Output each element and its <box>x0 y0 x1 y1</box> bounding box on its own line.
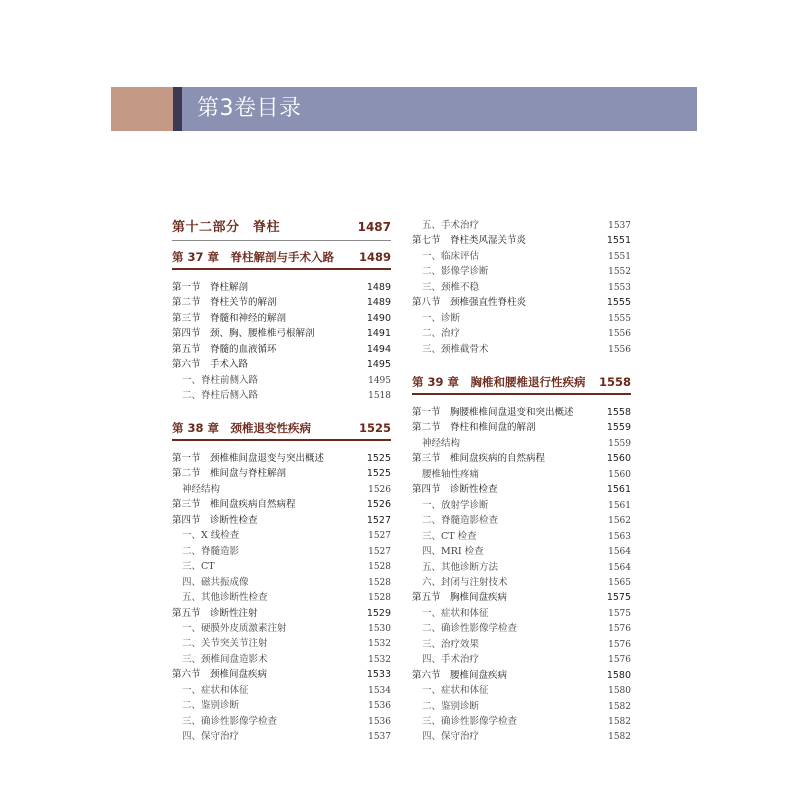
toc-subsection-entry <box>412 714 631 729</box>
entry-page: 1580 <box>608 686 631 697</box>
entry-title: 第五节 脊髓的血液循环 <box>172 343 277 355</box>
entry-title: 六、封闭与注射技术 <box>422 576 508 588</box>
toc-section-entry <box>412 233 631 248</box>
entry-title: 三、CT 检查 <box>422 530 477 542</box>
toc-subsection-entry <box>412 498 631 513</box>
entry-page: 1582 <box>608 701 631 712</box>
entry-page: 1563 <box>608 531 631 542</box>
toc-section-entry <box>172 513 391 528</box>
entry-title: 第六节 腰椎间盘疾病 <box>412 669 508 681</box>
toc-subsection-entry <box>412 249 631 264</box>
entry-title: 第四节 诊断性检查 <box>412 484 498 496</box>
toc-section-entry <box>172 466 391 481</box>
entry-page: 1536 <box>368 701 391 712</box>
entry-title: 一、临床评估 <box>422 250 480 262</box>
toc-subsection-entry <box>172 652 391 667</box>
entry-page: 1580 <box>606 669 631 681</box>
toc-subsection-entry <box>172 559 391 574</box>
entry-title: 二、鉴别诊断 <box>182 700 240 712</box>
toc-subsection-entry <box>172 729 391 744</box>
entry-page: 1526 <box>368 484 391 495</box>
toc-section-entry <box>172 497 391 512</box>
entry-title: 一、症状和体征 <box>182 684 249 696</box>
part-rule <box>172 240 391 241</box>
chapter-rule <box>172 268 391 270</box>
toc-subsection-entry <box>412 544 631 559</box>
toc-section-entry <box>172 280 391 295</box>
entry-title: 四、手术治疗 <box>422 654 480 666</box>
entry-title: 第一节 颈椎椎间盘退变与突出概述 <box>172 453 325 464</box>
entry-page: 1518 <box>368 391 391 402</box>
entry-page: 1494 <box>366 343 391 355</box>
part-title: 第十二部分 脊柱 <box>172 220 281 235</box>
toc-subsection-entry <box>412 621 631 636</box>
entry-page: 1582 <box>608 732 631 743</box>
entry-title: 四、保守治疗 <box>422 731 480 743</box>
entry-title: 第六节 颈椎间盘疾病 <box>172 669 268 681</box>
toc-subsection-entry <box>412 699 631 714</box>
toc-subsection-entry <box>172 714 391 729</box>
entry-title: 神经结构 <box>182 483 221 495</box>
entry-page: 1527 <box>368 546 391 557</box>
entry-page: 1530 <box>368 623 391 634</box>
entry-title: 三、确诊性影像学检查 <box>182 715 278 727</box>
toc-subsection-entry <box>172 575 391 590</box>
entry-page: 1491 <box>366 328 391 340</box>
toc-subsection-entry <box>412 467 631 482</box>
chapter-title: 第 37 章 脊柱解剖与手术入路 <box>172 250 335 264</box>
toc-subsection-entry <box>412 529 631 544</box>
toc-subsection-entry <box>412 683 631 698</box>
toc-subsection-entry <box>412 311 631 326</box>
toc-subsection-entry <box>412 436 631 451</box>
entry-page: 1532 <box>368 654 391 665</box>
entry-page: 1536 <box>368 716 391 727</box>
chapter-rule <box>172 439 391 441</box>
entry-title: 三、颈椎截骨术 <box>422 343 489 355</box>
entry-title: 第八节 颈椎强直性脊柱炎 <box>412 297 527 309</box>
entry-title: 三、治疗效果 <box>422 638 480 650</box>
entry-page: 1562 <box>608 516 631 527</box>
toc-subsection-entry <box>412 652 631 667</box>
entry-title: 一、放射学诊断 <box>422 499 489 511</box>
entry-page: 1495 <box>368 375 391 386</box>
entry-page: 1534 <box>368 685 391 696</box>
entry-title: 第四节 诊断性检查 <box>172 514 258 526</box>
toc-subsection-entry <box>412 637 631 652</box>
entry-title: 三、颈椎间盘造影术 <box>182 653 268 665</box>
entry-title: 四、保守治疗 <box>182 731 240 743</box>
chapter-page: 1489 <box>358 250 391 264</box>
entry-title: 二、脊柱后侧入路 <box>182 390 259 402</box>
chapter-title: 第 39 章 胸椎和腰椎退行性疾病 <box>412 375 586 389</box>
entry-title: 一、脊柱前侧入路 <box>182 374 259 386</box>
entry-page: 1552 <box>608 267 631 278</box>
entry-page: 1527 <box>366 514 391 526</box>
entry-page: 1490 <box>366 312 391 324</box>
chapter-heading <box>412 373 631 391</box>
toc-subsection-entry <box>412 264 631 279</box>
entry-title: 三、CT <box>182 561 215 573</box>
entry-page: 1559 <box>608 438 631 449</box>
entry-page: 1532 <box>368 639 391 650</box>
toc-subsection-entry <box>172 528 391 543</box>
entry-page: 1561 <box>606 484 631 496</box>
toc-section-entry <box>412 420 631 435</box>
entry-title: 第一节 胸腰椎椎间盘退变和突出概述 <box>412 407 574 418</box>
entry-page: 1528 <box>368 593 391 604</box>
toc-subsection-entry <box>412 513 631 528</box>
entry-title: 五、其他诊断性检查 <box>182 592 268 604</box>
entry-page: 1575 <box>608 608 631 619</box>
entry-title: 第二节 脊柱和椎间盘的解剖 <box>412 422 536 434</box>
toc-subsection-entry <box>412 560 631 575</box>
toc-subsection-entry <box>412 729 631 744</box>
toc-section-entry <box>172 342 391 357</box>
entry-title: 第三节 椎间盘疾病自然病程 <box>172 499 296 511</box>
entry-page: 1556 <box>608 344 631 355</box>
entry-page: 1533 <box>366 669 391 681</box>
chapter-rule <box>412 393 631 395</box>
entry-page: 1556 <box>608 329 631 340</box>
entry-page: 1527 <box>368 531 391 542</box>
entry-title: 三、颈椎不稳 <box>422 281 480 293</box>
toc-section-entry <box>172 326 391 341</box>
toc-subsection-entry <box>172 698 391 713</box>
toc-subsection-entry <box>412 280 631 295</box>
toc-subsection-entry <box>172 373 391 388</box>
toc-subsection-entry <box>172 590 391 605</box>
toc-section-entry <box>172 311 391 326</box>
entry-title: 一、X 线检查 <box>182 530 240 542</box>
entry-title: 二、鉴别诊断 <box>422 700 480 712</box>
entry-title: 一、硬膜外皮质激素注射 <box>182 622 287 634</box>
toc-subsection-entry <box>172 482 391 497</box>
part-heading <box>172 218 391 236</box>
entry-title: 第六节 手术入路 <box>172 359 249 371</box>
entry-page: 1582 <box>608 717 631 727</box>
chapter-page: 1525 <box>358 421 391 435</box>
toc-subsection-entry <box>172 621 391 636</box>
entry-title: 二、确诊性影像学检查 <box>422 623 518 635</box>
toc-section-entry <box>412 451 631 466</box>
entry-title: 第五节 胸椎间盘疾病 <box>412 592 508 604</box>
entry-title: 一、症状和体征 <box>422 607 489 619</box>
entry-page: 1575 <box>606 592 631 604</box>
entry-title: 第四节 颈、胸、腰椎椎弓根解剖 <box>172 328 315 340</box>
entry-title: 第三节 脊髓和神经的解剖 <box>172 312 287 324</box>
toc-subsection-entry <box>172 636 391 651</box>
entry-page: 1560 <box>606 453 631 465</box>
toc-section-entry <box>172 357 391 372</box>
entry-title: 五、其他诊断方法 <box>422 561 499 573</box>
entry-page: 1559 <box>606 422 631 434</box>
entry-page: 1555 <box>606 297 631 309</box>
toc-section-entry <box>412 590 631 605</box>
entry-page: 1537 <box>368 732 391 743</box>
toc-section-entry <box>412 482 631 497</box>
chapter-heading <box>172 419 391 437</box>
part-page: 1487 <box>357 220 391 234</box>
entry-page: 1525 <box>366 453 391 464</box>
toc-section-entry <box>412 405 631 420</box>
toc-subsection-entry <box>412 606 631 621</box>
toc-section-entry <box>172 451 391 466</box>
entry-page: 1551 <box>606 235 631 247</box>
toc-subsection-entry <box>412 575 631 590</box>
toc-subsection-entry <box>412 342 631 357</box>
entry-page: 1561 <box>608 500 631 511</box>
chapter-page: 1558 <box>598 375 631 389</box>
entry-title: 二、关节突关节注射 <box>182 638 268 650</box>
toc-subsection-entry <box>172 683 391 698</box>
toc-section-entry <box>412 668 631 683</box>
entry-page: 1565 <box>608 577 631 588</box>
entry-title: 第二节 脊柱关节的解剖 <box>172 297 277 309</box>
page-title: 第3卷目录 <box>197 96 302 121</box>
entry-page: 1526 <box>366 499 391 511</box>
toc-section-entry <box>172 295 391 310</box>
entry-page: 1551 <box>608 251 631 262</box>
entry-page: 1576 <box>608 655 631 666</box>
entry-page: 1495 <box>366 359 391 371</box>
entry-title: 三、确诊性影像学检查 <box>422 716 518 727</box>
entry-title: 五、手术治疗 <box>422 220 480 231</box>
entry-title: 一、诊断 <box>422 312 461 324</box>
entry-title: 四、MRI 检查 <box>422 546 484 558</box>
entry-title: 腰椎轴性疼痛 <box>422 468 480 480</box>
entry-page: 1528 <box>368 577 391 588</box>
entry-title: 二、脊髓造影 <box>182 545 240 557</box>
toc-subsection-entry <box>172 388 391 403</box>
entry-title: 第七节 脊柱类风湿关节炎 <box>412 235 527 247</box>
entry-title: 第五节 诊断性注射 <box>172 607 258 619</box>
toc-section-entry <box>172 606 391 621</box>
entry-title: 第三节 椎间盘疾病的自然病程 <box>412 453 546 465</box>
toc-section-entry <box>412 295 631 310</box>
entry-page: 1489 <box>366 282 391 293</box>
entry-page: 1564 <box>608 562 631 573</box>
entry-title: 二、治疗 <box>422 328 461 340</box>
banner-accent-block <box>111 87 173 131</box>
entry-title: 一、症状和体征 <box>422 685 489 697</box>
entry-title: 四、磁共振成像 <box>182 576 249 588</box>
entry-page: 1555 <box>608 313 631 324</box>
entry-page: 1564 <box>608 547 631 558</box>
entry-page: 1528 <box>368 562 391 573</box>
entry-page: 1537 <box>608 221 631 231</box>
entry-title: 神经结构 <box>422 437 461 449</box>
entry-page: 1553 <box>608 282 631 293</box>
toc-subsection-entry <box>412 218 631 233</box>
entry-page: 1576 <box>608 624 631 635</box>
chapter-heading <box>172 248 391 266</box>
entry-title: 二、脊髓造影检查 <box>422 515 499 527</box>
entry-page: 1529 <box>366 607 391 619</box>
entry-page: 1558 <box>606 407 631 418</box>
entry-page: 1576 <box>608 639 631 650</box>
entry-page: 1560 <box>608 469 631 480</box>
toc-section-entry <box>172 667 391 682</box>
entry-title: 第一节 脊柱解剖 <box>172 282 249 293</box>
chapter-title: 第 38 章 颈椎退变性疾病 <box>172 421 312 435</box>
entry-title: 第二节 椎间盘与脊柱解剖 <box>172 468 287 480</box>
entry-page: 1525 <box>366 468 391 480</box>
entry-title: 二、影像学诊断 <box>422 266 489 278</box>
toc-subsection-entry <box>172 544 391 559</box>
banner-divider-bar <box>173 87 182 131</box>
toc-subsection-entry <box>412 326 631 341</box>
entry-page: 1489 <box>366 297 391 309</box>
